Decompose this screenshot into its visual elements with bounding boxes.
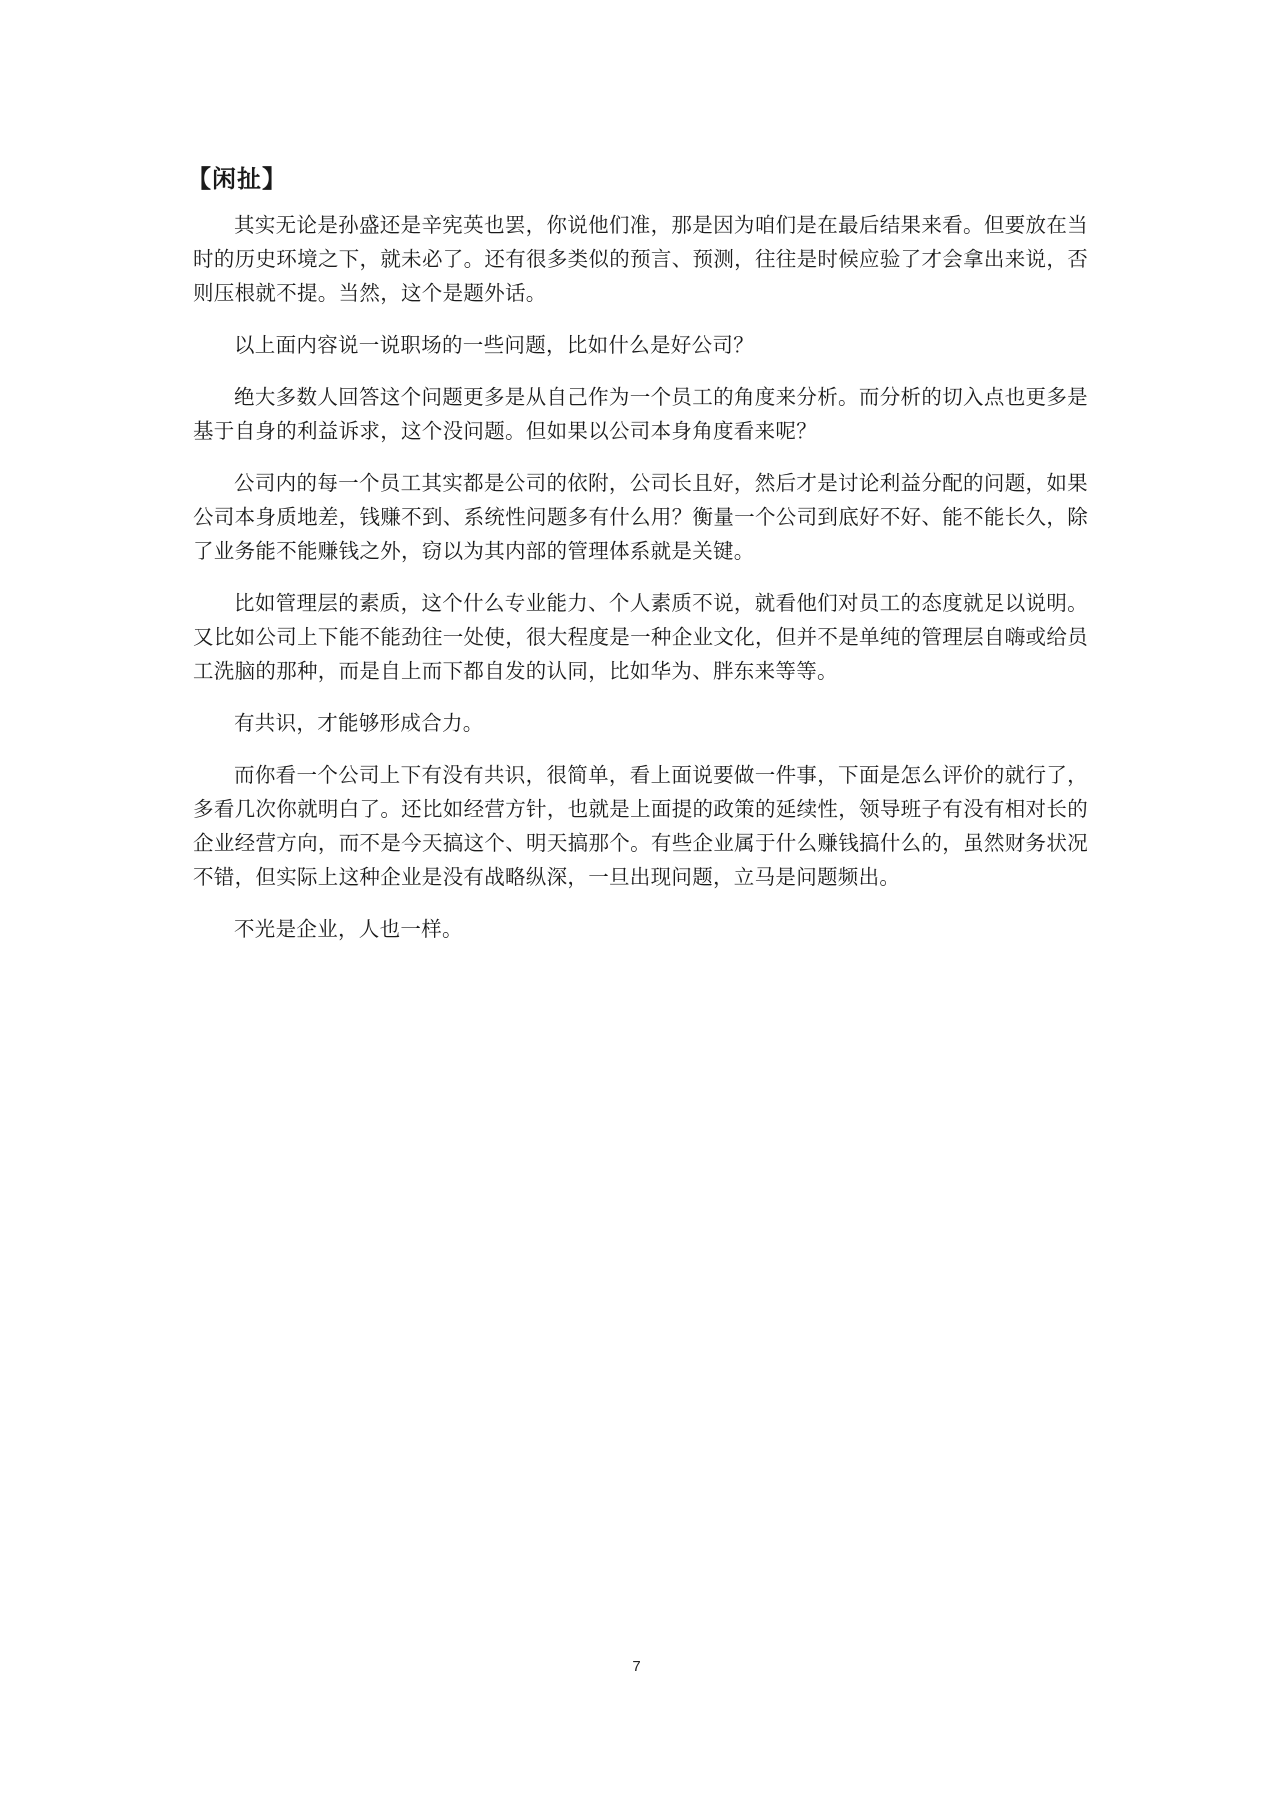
paragraph-3: 绝大多数人回答这个问题更多是从自己作为一个员工的角度来分析。而分析的切入点也更多是基于自身的利益诉求，这个没问题。但如果以公司本身角度看来呢？ <box>193 385 1088 443</box>
section-heading: 【闲扯】 <box>187 165 287 193</box>
paragraph-6: 有共识，才能够形成合力。 <box>234 711 484 735</box>
page-number: 7 <box>632 1658 641 1675</box>
page-body <box>187 164 1088 964</box>
paragraph-8: 不光是企业，人也一样。 <box>234 917 463 941</box>
paragraph-2: 以上面内容说一说职场的一些问题，比如什么是好公司？ <box>234 333 754 357</box>
paragraph-4: 公司内的每一个员工其实都是公司的依附，公司长且好，然后才是讨论利益分配的问题，如果公司本身质地差，钱赚不到、系统性问题多有什么用？衡量一个公司到底好不好、能不能长久，除了业务能不能赚钱之外，窃以为其内部的管理体系就是关键。 <box>193 471 1088 563</box>
paragraph-7: 而你看一个公司上下有没有共识，很简单，看上面说要做一件事，下面是怎么评价的就行了，多看几次你就明白了。还比如经营方针，也就是上面提的政策的延续性，领导班子有没有相对长的企业经营方向，而不是今天搞这个、明天搞那个。有些企业属于什么赚钱搞什么的，虽然财务状况不错，但实际上这种企业是没有战略纵深，一旦出现问题，立马是问题频出。 <box>193 763 1088 889</box>
paragraph-5: 比如管理层的素质，这个什么专业能力、个人素质不说，就看他们对员工的态度就足以说明。又比如公司上下能不能劲往一处使，很大程度是一种企业文化，但并不是单纯的管理层自嗨或给员工洗脑的那种，而是自上而下都自发的认同，比如华为、胖东来等等。 <box>193 591 1088 683</box>
paragraph-1: 其实无论是孙盛还是辛宪英也罢，你说他们准，那是因为咱们是在最后结果来看。但要放在当时的历史环境之下，就未必了。还有很多类似的预言、预测，往往是时候应验了才会拿出来说，否则压根就不提。当然，这个是题外话。 <box>193 213 1088 305</box>
